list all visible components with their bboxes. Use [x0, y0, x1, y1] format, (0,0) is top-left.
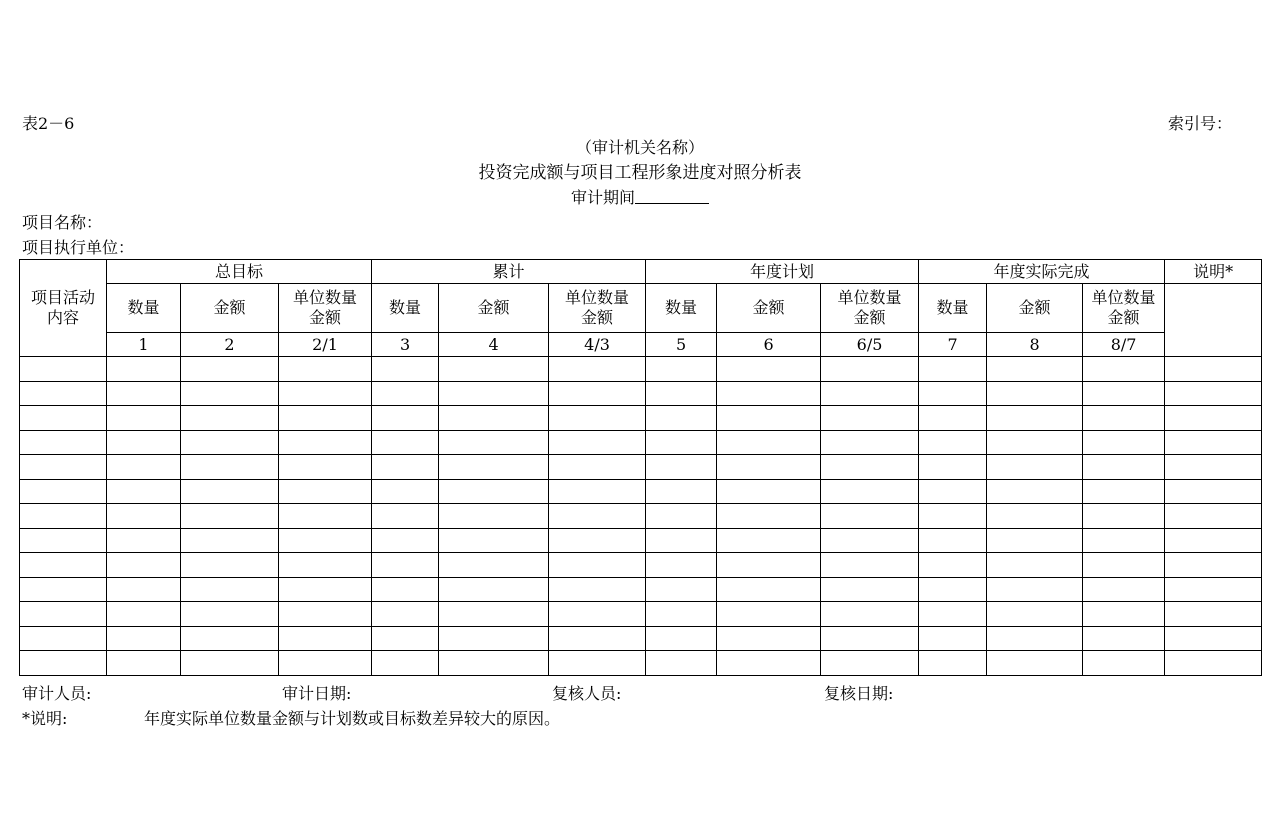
table-cell[interactable]: [439, 553, 549, 578]
table-cell[interactable]: [279, 430, 372, 455]
table-cell[interactable]: [717, 381, 821, 406]
auditor-label: 审计人员:: [22, 684, 92, 703]
sub-amt: 金额: [717, 284, 821, 333]
table-cell[interactable]: [987, 577, 1083, 602]
table-cell[interactable]: [919, 553, 987, 578]
table-cell[interactable]: [279, 528, 372, 553]
table-cell[interactable]: [279, 577, 372, 602]
review-date-label: 复核日期:: [824, 684, 894, 703]
table-cell[interactable]: [20, 528, 107, 553]
table-number: 表2－6: [22, 114, 75, 133]
agency-name: （审计机关名称）: [575, 138, 704, 157]
table-cell[interactable]: [821, 553, 919, 578]
audit-period: [0, 189, 1280, 206]
table-row: [20, 602, 1262, 627]
table-cell[interactable]: [181, 553, 279, 578]
table-cell[interactable]: [919, 626, 987, 651]
table-cell[interactable]: [1083, 479, 1165, 504]
table-cell[interactable]: [1083, 651, 1165, 676]
table-cell[interactable]: [372, 651, 439, 676]
table-cell[interactable]: [549, 577, 646, 602]
col-number: 7: [919, 333, 987, 357]
table-cell[interactable]: [987, 406, 1083, 431]
table-row: [20, 528, 1262, 553]
table-cell[interactable]: [107, 430, 181, 455]
table-cell[interactable]: [1165, 528, 1262, 553]
table-cell[interactable]: [549, 430, 646, 455]
table-cell[interactable]: [279, 381, 372, 406]
table-cell[interactable]: [987, 455, 1083, 480]
col-number: 8/7: [1083, 333, 1165, 357]
table-cell[interactable]: [987, 430, 1083, 455]
table-row: [20, 577, 1262, 602]
table-cell[interactable]: [646, 504, 717, 529]
table-cell[interactable]: [181, 455, 279, 480]
col-number: 1: [107, 333, 181, 357]
table-cell[interactable]: [919, 357, 987, 382]
project-name-label: 项目名称：: [22, 213, 103, 232]
col-number: 4/3: [549, 333, 646, 357]
table-cell[interactable]: [1083, 577, 1165, 602]
table-cell[interactable]: [646, 553, 717, 578]
table-cell[interactable]: [279, 602, 372, 627]
sub-unit: 单位数量 金额: [549, 284, 646, 333]
col-number: 2/1: [279, 333, 372, 357]
table-cell[interactable]: [1083, 528, 1165, 553]
table-cell[interactable]: [717, 553, 821, 578]
page-title: 投资完成额与项目工程形象进度对照分析表: [478, 163, 802, 183]
table-cell[interactable]: [717, 651, 821, 676]
table-cell[interactable]: [439, 504, 549, 529]
table-cell[interactable]: [821, 455, 919, 480]
table-cell[interactable]: [919, 577, 987, 602]
table-row: [20, 553, 1262, 578]
table-cell[interactable]: [1165, 577, 1262, 602]
table-cell[interactable]: [181, 651, 279, 676]
table-cell[interactable]: [279, 651, 372, 676]
table-cell[interactable]: [646, 479, 717, 504]
table-cell[interactable]: [987, 357, 1083, 382]
note-text: 年度实际单位数量金额与计划数或目标数差异较大的原因。: [144, 709, 561, 728]
table-cell[interactable]: [107, 455, 181, 480]
table-cell[interactable]: [646, 651, 717, 676]
audit-date-label: 审计日期:: [282, 684, 352, 703]
table-cell[interactable]: [20, 504, 107, 529]
table-cell[interactable]: [20, 626, 107, 651]
table-cell[interactable]: [646, 357, 717, 382]
table-cell[interactable]: [549, 455, 646, 480]
sub-unit: 单位数量 金额: [821, 284, 919, 333]
table-cell[interactable]: [1165, 357, 1262, 382]
table-cell[interactable]: [717, 504, 821, 529]
table-cell[interactable]: [181, 626, 279, 651]
audit-period-blank: [635, 189, 709, 204]
table-row: [20, 357, 1262, 382]
table-cell[interactable]: [20, 651, 107, 676]
table-cell[interactable]: [181, 357, 279, 382]
group-cumulative: 累计: [372, 260, 646, 284]
table-cell[interactable]: [987, 626, 1083, 651]
table-cell[interactable]: [821, 651, 919, 676]
table-cell[interactable]: [1083, 626, 1165, 651]
table-cell[interactable]: [1083, 430, 1165, 455]
analysis-table: [19, 259, 1262, 676]
table-cell[interactable]: [1083, 553, 1165, 578]
table-cell[interactable]: [107, 528, 181, 553]
table-cell[interactable]: [439, 430, 549, 455]
index-number-label: 索引号：: [1168, 114, 1233, 133]
table-cell[interactable]: [439, 479, 549, 504]
table-cell[interactable]: [107, 381, 181, 406]
table-cell[interactable]: [439, 455, 549, 480]
table-cell[interactable]: [717, 430, 821, 455]
col-number: 3: [372, 333, 439, 357]
table-cell[interactable]: [279, 406, 372, 431]
table-cell[interactable]: [987, 504, 1083, 529]
table-cell[interactable]: [646, 528, 717, 553]
table-cell[interactable]: [439, 357, 549, 382]
table-cell[interactable]: [1165, 430, 1262, 455]
table-cell[interactable]: [646, 430, 717, 455]
table-cell[interactable]: [1083, 602, 1165, 627]
table-cell[interactable]: [439, 406, 549, 431]
col-number: 6: [717, 333, 821, 357]
table-cell[interactable]: [549, 381, 646, 406]
table-cell[interactable]: [372, 357, 439, 382]
table-cell[interactable]: [372, 504, 439, 529]
table-cell[interactable]: [549, 357, 646, 382]
table-cell[interactable]: [919, 455, 987, 480]
table-cell[interactable]: [372, 528, 439, 553]
header-row-col-numbers: [20, 333, 1262, 357]
reviewer-label: 复核人员:: [552, 684, 622, 703]
sub-qty: 数量: [107, 284, 181, 333]
table-cell[interactable]: [1083, 381, 1165, 406]
table-cell[interactable]: [20, 357, 107, 382]
table-cell[interactable]: [439, 651, 549, 676]
table-cell[interactable]: [107, 406, 181, 431]
group-annual-actual: 年度实际完成: [919, 260, 1165, 284]
col-number: 8: [987, 333, 1083, 357]
table-cell[interactable]: [372, 626, 439, 651]
table-cell[interactable]: [919, 528, 987, 553]
exec-unit-label: 项目执行单位：: [22, 238, 135, 257]
table-cell[interactable]: [821, 528, 919, 553]
table-cell[interactable]: [646, 381, 717, 406]
table-row: [20, 381, 1262, 406]
table-cell[interactable]: [987, 602, 1083, 627]
table-cell[interactable]: [717, 357, 821, 382]
table-cell[interactable]: [107, 602, 181, 627]
col-number: 6/5: [821, 333, 919, 357]
table-cell[interactable]: [279, 455, 372, 480]
table-cell[interactable]: [646, 577, 717, 602]
table-cell[interactable]: [372, 381, 439, 406]
table-cell[interactable]: [181, 602, 279, 627]
table-cell[interactable]: [372, 577, 439, 602]
table-cell[interactable]: [1165, 553, 1262, 578]
table-row: [20, 504, 1262, 529]
table-cell[interactable]: [821, 577, 919, 602]
table-cell[interactable]: [821, 602, 919, 627]
table-cell[interactable]: [1165, 651, 1262, 676]
table-cell[interactable]: [439, 577, 549, 602]
table-cell[interactable]: [717, 577, 821, 602]
table-cell[interactable]: [1083, 406, 1165, 431]
table-cell[interactable]: [279, 504, 372, 529]
table-cell[interactable]: [987, 479, 1083, 504]
table-row: [20, 406, 1262, 431]
table-cell[interactable]: [919, 504, 987, 529]
row-label-cell: 项目活动 内容: [20, 260, 107, 357]
table-cell[interactable]: [717, 406, 821, 431]
table-cell[interactable]: [279, 479, 372, 504]
table-cell[interactable]: [181, 504, 279, 529]
table-cell[interactable]: [1083, 504, 1165, 529]
table-cell[interactable]: [107, 357, 181, 382]
table-cell[interactable]: [20, 577, 107, 602]
table-row: [20, 626, 1262, 651]
sub-unit: 单位数量 金额: [1083, 284, 1165, 333]
table-cell[interactable]: [439, 602, 549, 627]
table-cell[interactable]: [181, 479, 279, 504]
table-row: [20, 479, 1262, 504]
table-cell[interactable]: [821, 504, 919, 529]
col-number: 2: [181, 333, 279, 357]
table-cell[interactable]: [279, 357, 372, 382]
table-cell[interactable]: [20, 602, 107, 627]
table-cell[interactable]: [1165, 381, 1262, 406]
table-cell[interactable]: [646, 602, 717, 627]
table-cell[interactable]: [372, 553, 439, 578]
table-cell[interactable]: [549, 602, 646, 627]
table-cell[interactable]: [1165, 455, 1262, 480]
table-row: [20, 455, 1262, 480]
remarks-blank: [1165, 284, 1262, 357]
table-cell[interactable]: [549, 553, 646, 578]
table-cell[interactable]: [987, 381, 1083, 406]
table-cell[interactable]: [20, 381, 107, 406]
table-cell[interactable]: [372, 430, 439, 455]
table-cell[interactable]: [1165, 626, 1262, 651]
table-cell[interactable]: [549, 504, 646, 529]
table-cell[interactable]: [919, 651, 987, 676]
table-cell[interactable]: [1165, 406, 1262, 431]
table-cell[interactable]: [181, 430, 279, 455]
table-cell[interactable]: [919, 479, 987, 504]
sub-qty: 数量: [372, 284, 439, 333]
group-annual-plan: 年度计划: [646, 260, 919, 284]
table-cell[interactable]: [919, 406, 987, 431]
table-cell[interactable]: [107, 553, 181, 578]
table-cell[interactable]: [1165, 602, 1262, 627]
table-cell[interactable]: [821, 406, 919, 431]
table-cell[interactable]: [107, 479, 181, 504]
table-row: [20, 651, 1262, 676]
table-cell[interactable]: [821, 626, 919, 651]
table-cell[interactable]: [181, 528, 279, 553]
table-cell[interactable]: [717, 528, 821, 553]
table-cell[interactable]: [646, 455, 717, 480]
table-cell[interactable]: [1165, 504, 1262, 529]
sub-qty: 数量: [646, 284, 717, 333]
table-cell[interactable]: [549, 406, 646, 431]
group-remarks: 说明*: [1165, 260, 1262, 284]
sub-unit: 单位数量 金额: [279, 284, 372, 333]
table-cell[interactable]: [20, 430, 107, 455]
col-number: 5: [646, 333, 717, 357]
table-cell[interactable]: [20, 406, 107, 431]
table-cell[interactable]: [717, 626, 821, 651]
group-total-target: 总目标: [107, 260, 372, 284]
table-cell[interactable]: [919, 602, 987, 627]
table-cell[interactable]: [821, 479, 919, 504]
table-cell[interactable]: [20, 553, 107, 578]
table-cell[interactable]: [107, 504, 181, 529]
audit-period-label: 审计期间: [570, 188, 635, 207]
table-cell[interactable]: [20, 479, 107, 504]
table-cell[interactable]: [549, 626, 646, 651]
table-cell[interactable]: [717, 455, 821, 480]
sub-amt: 金额: [987, 284, 1083, 333]
table-cell[interactable]: [646, 406, 717, 431]
table-cell[interactable]: [549, 479, 646, 504]
table-cell[interactable]: [919, 381, 987, 406]
table-cell[interactable]: [181, 406, 279, 431]
table-cell[interactable]: [372, 455, 439, 480]
table-cell[interactable]: [279, 553, 372, 578]
table-cell[interactable]: [181, 381, 279, 406]
table-cell[interactable]: [549, 528, 646, 553]
col-number: 4: [439, 333, 549, 357]
table-cell[interactable]: [20, 455, 107, 480]
table-cell[interactable]: [181, 577, 279, 602]
table-cell[interactable]: [279, 626, 372, 651]
table-cell[interactable]: [372, 602, 439, 627]
table-cell[interactable]: [107, 577, 181, 602]
table-cell[interactable]: [372, 406, 439, 431]
table-cell[interactable]: [821, 381, 919, 406]
table-cell[interactable]: [987, 553, 1083, 578]
table-row: [20, 430, 1262, 455]
table-cell[interactable]: [821, 430, 919, 455]
header-row-groups: [20, 260, 1262, 284]
table-cell[interactable]: [107, 626, 181, 651]
sub-amt: 金额: [181, 284, 279, 333]
table-cell[interactable]: [1165, 479, 1262, 504]
table-cell[interactable]: [1083, 357, 1165, 382]
table-cell[interactable]: [439, 528, 549, 553]
table-cell[interactable]: [987, 528, 1083, 553]
table-cell[interactable]: [646, 626, 717, 651]
table-cell[interactable]: [372, 479, 439, 504]
table-cell[interactable]: [919, 430, 987, 455]
table-cell[interactable]: [821, 357, 919, 382]
table-cell[interactable]: [717, 479, 821, 504]
table-cell[interactable]: [107, 651, 181, 676]
sub-amt: 金额: [439, 284, 549, 333]
table-cell[interactable]: [987, 651, 1083, 676]
table-cell[interactable]: [439, 626, 549, 651]
sub-qty: 数量: [919, 284, 987, 333]
table-cell[interactable]: [717, 602, 821, 627]
table-cell[interactable]: [439, 381, 549, 406]
table-cell[interactable]: [1083, 455, 1165, 480]
table-cell[interactable]: [549, 651, 646, 676]
note-label: *说明:: [22, 709, 68, 728]
header-row-sub: [20, 284, 1262, 333]
